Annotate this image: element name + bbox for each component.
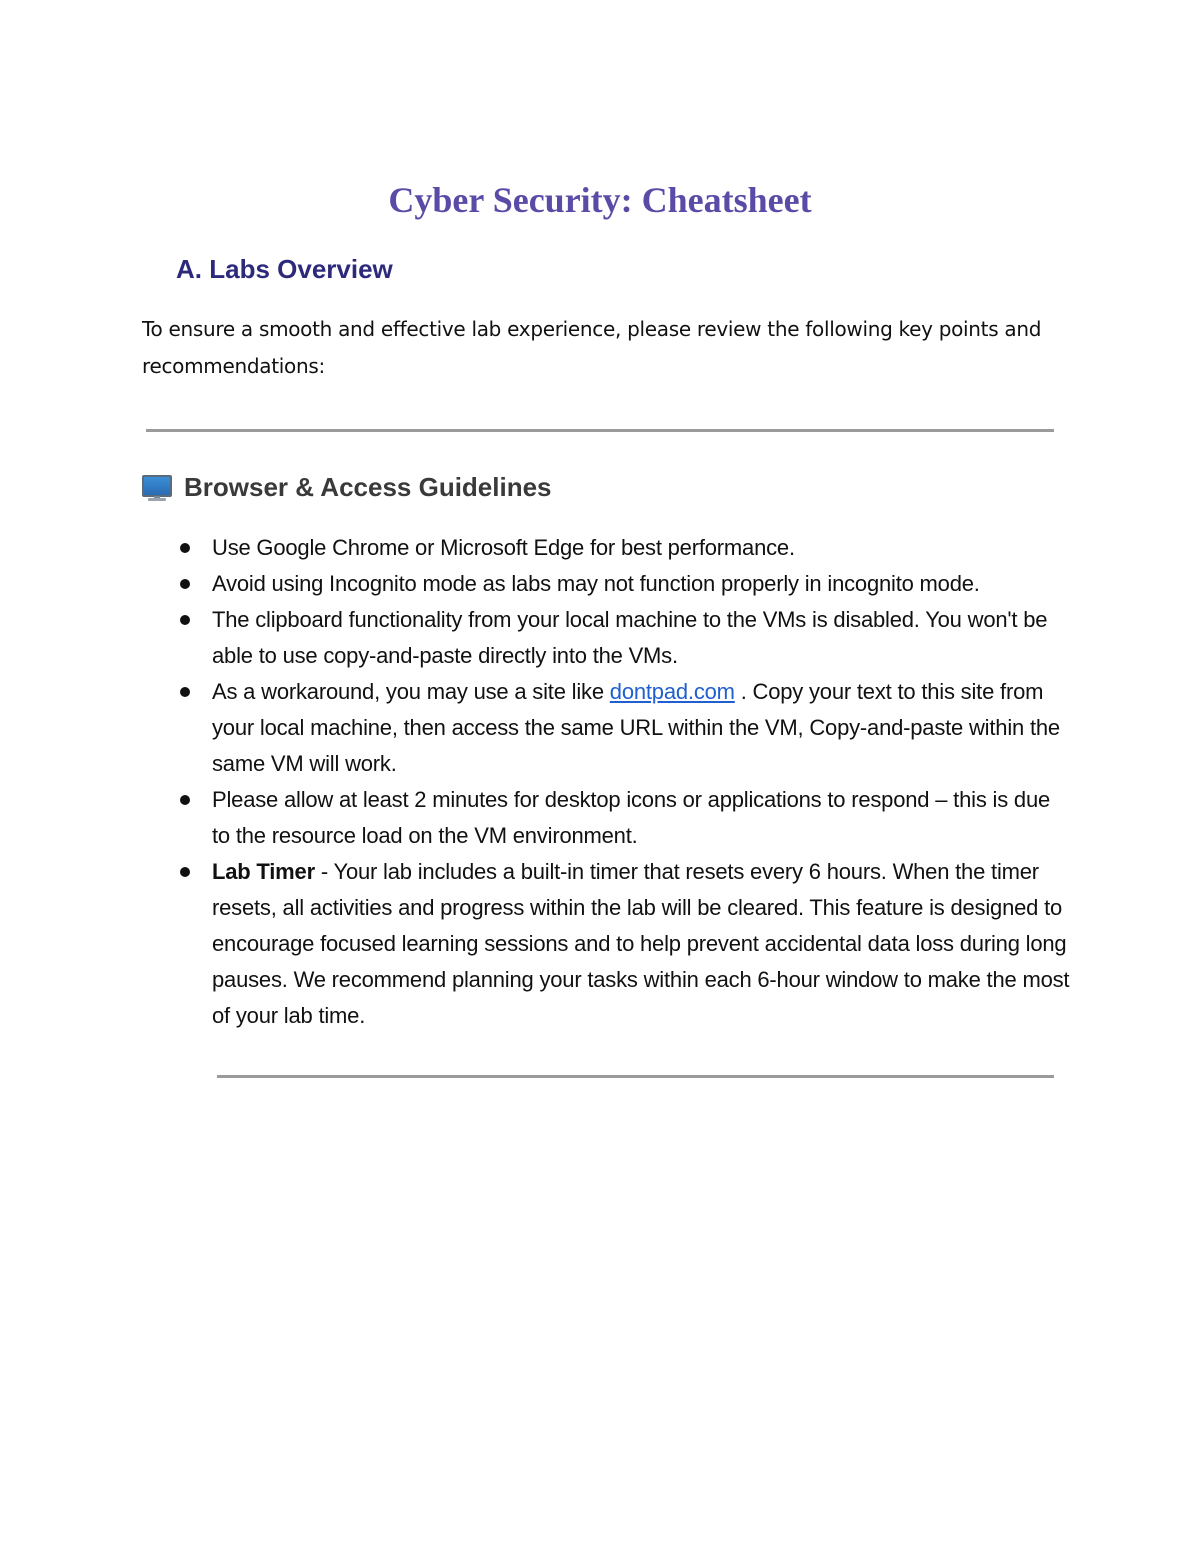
list-item-text: The clipboard functionality from your local machine to the VMs is disabled. You won't be able to use copy-and-paste directly into the VMs. <box>212 607 1048 668</box>
list-item-text-after: . Copy your text to this site from your local machine, then access the same URL within the VM, Copy-and-paste within the same VM will work. <box>212 679 1060 776</box>
bullet-icon <box>180 615 190 625</box>
bullet-icon <box>180 543 190 553</box>
horizontal-divider <box>217 1075 1054 1078</box>
list-item <box>170 602 1070 674</box>
list-item-text: Please allow at least 2 minutes for desktop icons or applications to respond – this is due to the resource load on the VM environment. <box>212 787 1051 848</box>
list-item <box>170 782 1070 854</box>
list-item <box>170 566 1070 602</box>
lab-timer-label: Lab Timer <box>212 859 315 884</box>
list-item <box>170 854 1070 1034</box>
section-heading: A. Labs Overview <box>176 254 393 284</box>
list-item-text-before: As a workaround, you may use a site like <box>212 679 610 704</box>
list-item-text: - Your lab includes a built-in timer that resets every 6 hours. When the timer resets, all activities and progress within the lab will be cleared. This feature is designed to encourage focused learning sessions and to help prevent accidental data loss during long pauses. We recommend planning your tasks within each 6-hour window to make the most of your lab time. <box>212 859 1070 1028</box>
subsection-heading-text: Browser & Access Guidelines <box>184 472 552 502</box>
desktop-computer-icon <box>142 475 172 501</box>
list-item <box>170 530 1070 566</box>
subsection-heading <box>142 470 552 504</box>
list-item <box>170 674 1070 782</box>
bullet-icon <box>180 867 190 877</box>
bullet-icon <box>180 687 190 697</box>
bullet-icon <box>180 795 190 805</box>
list-item-text: Avoid using Incognito mode as labs may not function properly in incognito mode. <box>212 571 980 596</box>
intro-paragraph: To ensure a smooth and effective lab experience, please review the following key points and recommendations: <box>142 317 1042 378</box>
page-title: Cyber Security: Cheatsheet <box>388 180 812 220</box>
list-item-text: Use Google Chrome or Microsoft Edge for best performance. <box>212 535 795 560</box>
bullet-icon <box>180 579 190 589</box>
guidelines-list <box>170 530 1070 1034</box>
horizontal-divider <box>146 429 1054 432</box>
dontpad-link[interactable]: dontpad.com <box>609 679 735 704</box>
